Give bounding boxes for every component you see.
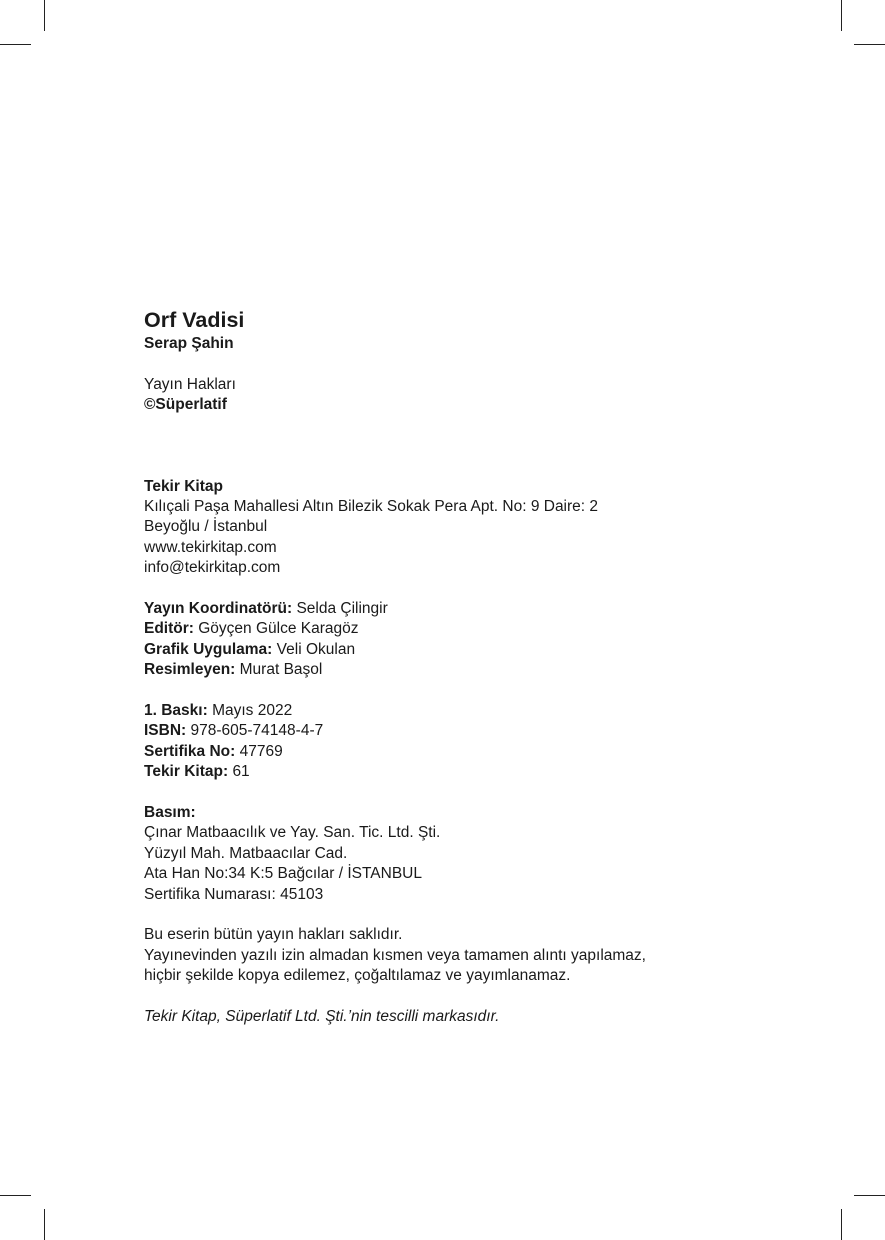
printing-block bbox=[144, 803, 784, 905]
publisher-address-line2: Beyoğlu / İstanbul bbox=[144, 518, 268, 536]
publisher-email: info@tekirkitap.com bbox=[144, 559, 281, 577]
book-author: Serap Şahin bbox=[144, 335, 234, 352]
crop-mark-top-right-vertical bbox=[841, 0, 842, 31]
credit-editor: Editör: Göyçen Gülce Karagöz bbox=[144, 620, 359, 638]
edition-block bbox=[144, 701, 784, 783]
edition-certificate: Sertifika No: 47769 bbox=[144, 742, 283, 760]
publisher-website: www.tekirkitap.com bbox=[144, 538, 277, 556]
rights-notice bbox=[144, 925, 784, 986]
crop-mark-bottom-left-vertical bbox=[44, 1209, 45, 1240]
crop-mark-bottom-right-horizontal bbox=[854, 1195, 885, 1196]
printing-line: Çınar Matbaacılık ve Yay. San. Tic. Ltd. Şti. bbox=[144, 824, 441, 842]
printing-label: Basım: bbox=[144, 804, 196, 822]
copyright-page bbox=[144, 306, 784, 1028]
crop-mark-top-left-horizontal bbox=[0, 44, 31, 45]
trademark-notice: Tekir Kitap, Süperlatif Ltd. Şti.’nin tescilli markasıdır. bbox=[144, 1008, 500, 1026]
crop-mark-bottom-right-vertical bbox=[841, 1209, 842, 1240]
printing-line: Ata Han No:34 K:5 Bağcılar / İSTANBUL bbox=[144, 865, 422, 883]
notice-line: Yayınevinden yazılı izin almadan kısmen veya tamamen alıntı yapılamaz, bbox=[144, 946, 646, 964]
rights-holder: ©Süperlatif bbox=[144, 396, 227, 414]
credits-block bbox=[144, 599, 784, 681]
credit-graphic-design: Grafik Uygulama: Veli Okulan bbox=[144, 640, 356, 658]
edition-series-number: Tekir Kitap: 61 bbox=[144, 763, 250, 781]
credit-illustrator: Resimleyen: Murat Başol bbox=[144, 661, 323, 679]
credit-coordinator: Yayın Koordinatörü: Selda Çilingir bbox=[144, 600, 388, 618]
crop-mark-top-right-horizontal bbox=[854, 44, 885, 45]
printing-line: Sertifika Numarası: 45103 bbox=[144, 885, 324, 903]
publisher-address-line1: Kılıçali Paşa Mahallesi Altın Bilezik Sokak Pera Apt. No: 9 Daire: 2 bbox=[144, 498, 599, 516]
publisher-name: Tekir Kitap bbox=[144, 477, 223, 495]
edition-isbn: ISBN: 978-605-74148-4-7 bbox=[144, 722, 324, 740]
edition-printing: 1. Baskı: Mayıs 2022 bbox=[144, 702, 293, 720]
printing-line: Yüzyıl Mah. Matbaacılar Cad. bbox=[144, 844, 348, 862]
publisher-block bbox=[144, 477, 784, 579]
crop-mark-top-left-vertical bbox=[44, 0, 45, 31]
rights-label: Yayın Hakları bbox=[144, 375, 236, 393]
notice-line: hiçbir şekilde kopya edilemez, çoğaltılamaz ve yayımlanamaz. bbox=[144, 967, 571, 985]
notice-line: Bu eserin bütün yayın hakları saklıdır. bbox=[144, 926, 403, 944]
book-title: Orf Vadisi bbox=[144, 308, 245, 332]
crop-mark-bottom-left-horizontal bbox=[0, 1195, 31, 1196]
